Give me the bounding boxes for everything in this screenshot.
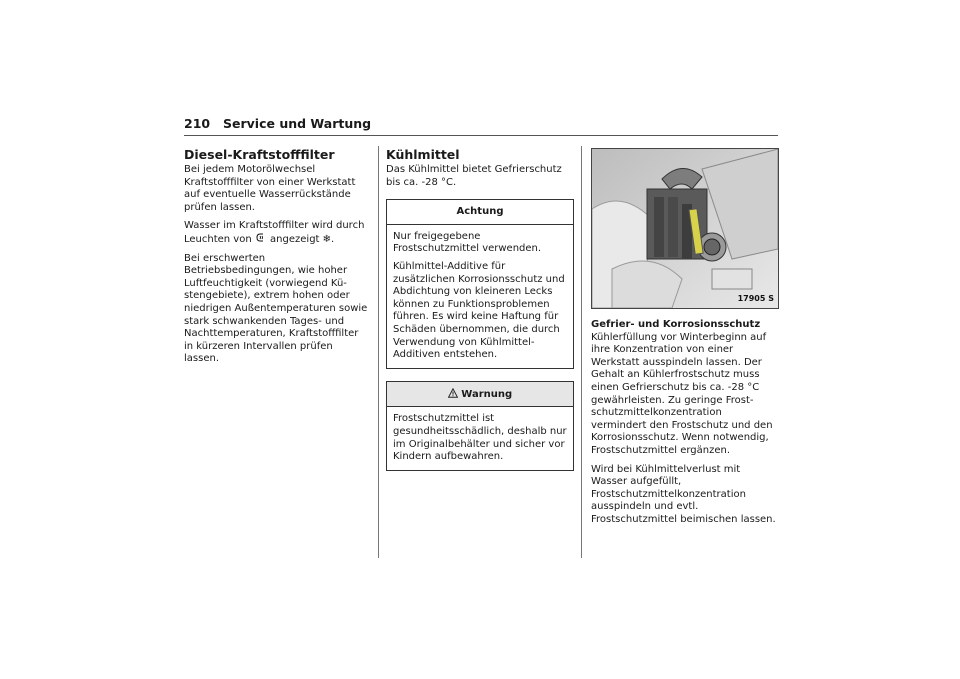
column-divider: [378, 146, 379, 558]
heading-diesel-filter: Diesel-Kraftstofffilter: [184, 147, 335, 162]
section-title: Service und Wartung: [223, 116, 372, 131]
paragraph: [184, 220, 370, 246]
warning-title: Warnung: [461, 388, 513, 400]
text: Wasser im Kraftstofffilter wird durch Leuchten von: [184, 220, 365, 245]
paragraph: Bei jedem Motorölwechsel Kraftstofffilter von einer Werkstatt auf eventuelle Wasserrückstände prüfen lassen.: [184, 164, 356, 213]
paragraph: Kühlmittel-Additive für zusätzlichen Korrosionsschutz und Abdichtung von kleineren Lecks können zu Funktionsproblemen führen. Es wird keine Haftung für Schäden übernommen, die durch Verwendung von Kühlmittel-Additiven entstehen.: [393, 260, 565, 361]
header-rule: [184, 135, 778, 136]
page-number: 210: [184, 116, 211, 131]
paragraph: Nur freigegebene Frostschutzmittel verwenden.: [393, 230, 542, 255]
warning-triangle-icon: [448, 389, 458, 400]
subheading-frost-protection: Gefrier- und Korrosionsschutz: [591, 319, 761, 330]
warning-box: [386, 381, 574, 471]
text: .: [331, 233, 335, 245]
paragraph: Frostschutzmittel ist gesundheitsschädlich, deshalb nur im Originalbehälter und sicher vor Kindern aufbewahren.: [393, 413, 567, 463]
warning-header: [387, 382, 573, 408]
photo-id: 17905 S: [737, 294, 774, 304]
achtung-title: Achtung: [387, 200, 573, 225]
paragraph: Bei erschwerten Betriebsbedingungen, wie hoher Luftfeuchtigkeit (vorwiegend Küstengebiete), extrem hohen oder niedrigen Außentemperaturen sowie stark schwankenden Tages- und Nachttemperaturen, Kraftstofffilter in kürzeren Intervallen prüfen lassen.: [184, 252, 368, 365]
text: angezeigt: [266, 233, 323, 245]
page-header: [184, 116, 778, 138]
column-frost-protection: [591, 148, 777, 533]
achtung-box: [386, 199, 574, 369]
paragraph: Wird bei Kühlmittelverlust mit Wasser aufgefüllt, Frostschutzmittelkonzentration ausspindeln und evtl. Frostschutzmittel beimischen lassen.: [591, 463, 776, 525]
column-diesel-filter: [184, 147, 370, 372]
glow-plug-icon: [255, 234, 267, 245]
column-divider: [581, 146, 582, 558]
engine-bay-photo: [591, 148, 779, 309]
snowflake-icon: ❄: [322, 233, 332, 245]
heading-coolant: Kühlmittel: [386, 147, 460, 162]
paragraph: Kühlerfüllung vor Winterbeginn auf ihre Konzentration von einer Werkstatt ausspindeln lassen. Der Gehalt an Kühlerfrostschutz muss einen Gefrierschutz bis ca. -28 °C gewährleisten. Zu geringe Frostschutzmittelkonzentration vermindert den Frostschutz und den Korrosionsschutz. Wenn notwendig, Frostschutzmittel ergänzen.: [591, 331, 773, 456]
paragraph: Das Kühlmittel bietet Gefrierschutz bis ca. -28 °C.: [386, 164, 562, 188]
column-coolant: [386, 147, 574, 471]
